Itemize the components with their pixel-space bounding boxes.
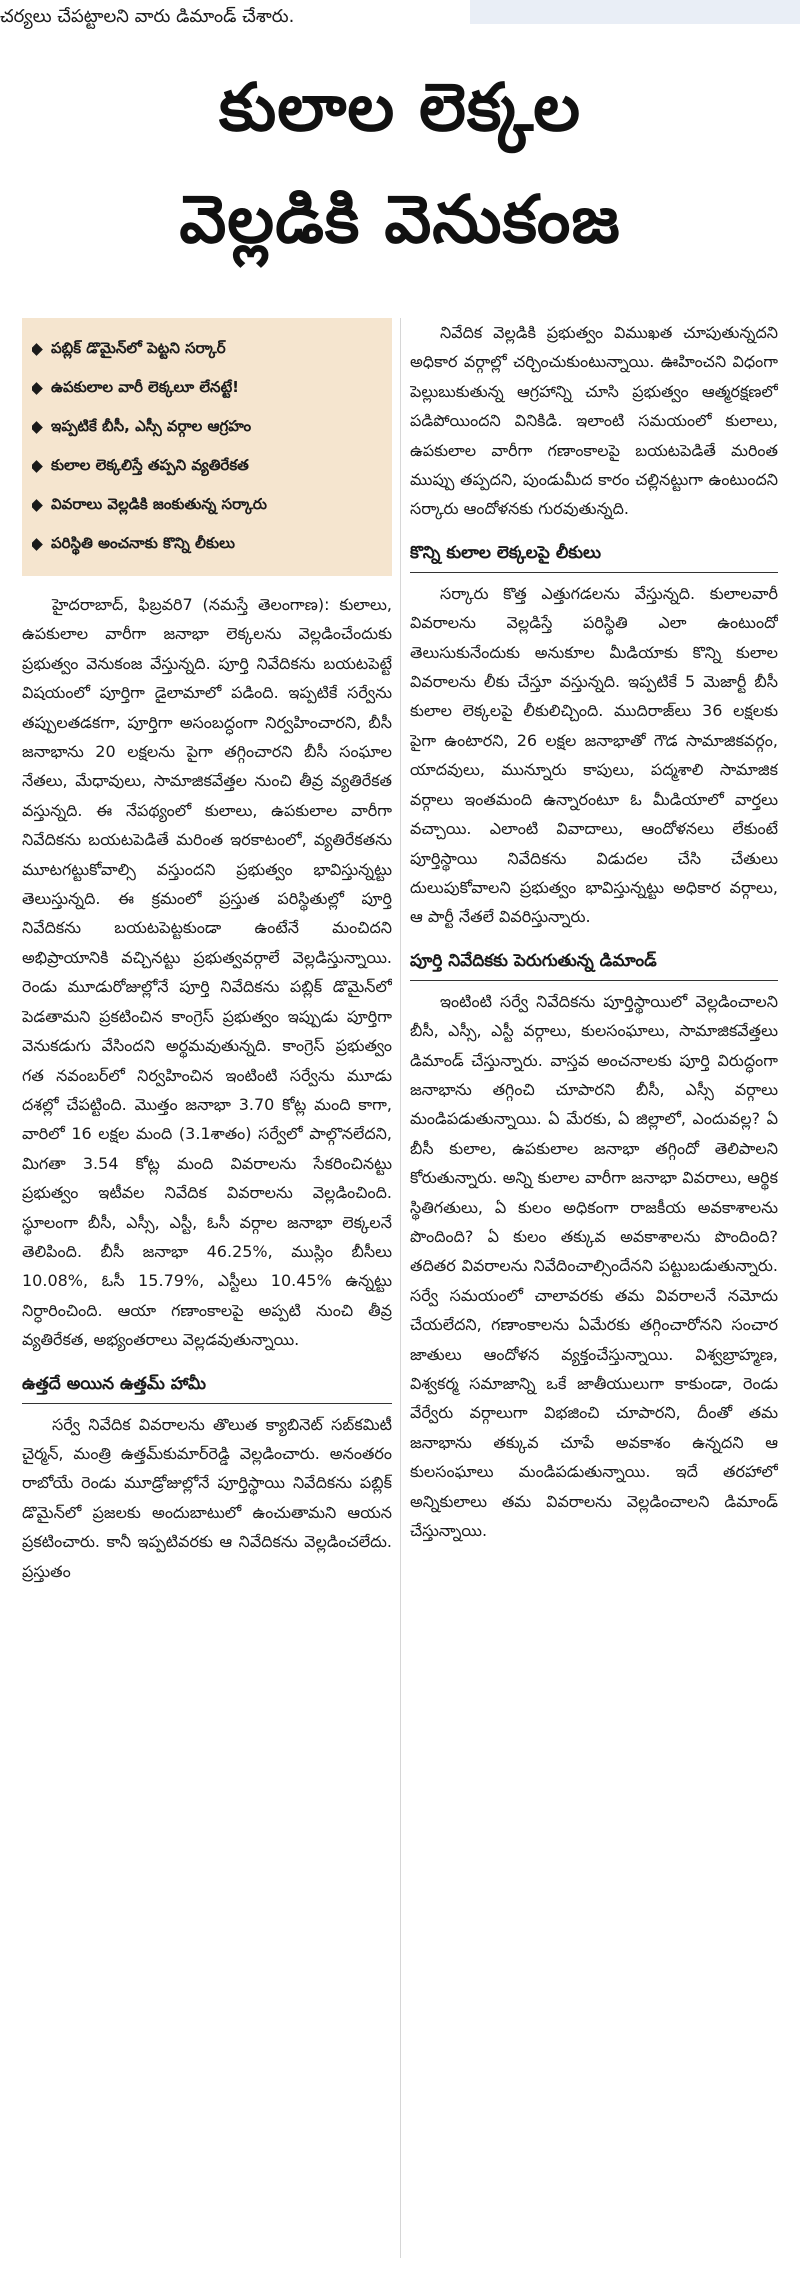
- highlight-item: వివరాలు వెల్లడికి జంకుతున్న సర్కారు: [32, 486, 382, 525]
- diamond-bullet-icon: [32, 538, 43, 551]
- body-paragraph: నివేదిక వెల్లడికి ప్రభుత్వం విముఖత చూపుతున్నదని అధికార వర్గాల్లో చర్చించుకుంటున్నాయి. ఊహించని విధంగా పెల్లుబుకుతున్న ఆగ్రహాన్ని చూసి ప్రభుత్వం ఆత్మరక్షణలో పడిపోయిందని వినికిడి. ఇలాంటి సమయంలో కులాలు, ఉపకులాల వారీగా గణాంకాలపై బయటపెడితే మరింత ముప్పు తప్పదని, పుండుమీద కారం చల్లినట్టుగా ఉంటుందని సర్కారు ఆందోళనకు గురవుతున్నది.: [410, 323, 778, 519]
- column-divider: [400, 318, 401, 2258]
- subheading: కొన్ని కులాల లెక్కలపై లీకులు: [410, 538, 778, 573]
- body-paragraph: సర్కారు కొత్త ఎత్తుగడలను వేస్తున్నది. కులాలవారీ వివరాలను వెల్లడిస్తే పరిస్థితి ఎలా ఉంటుందో తెలుసుకునేందుకు అనుకూల మీడియాకు కొన్ని కులాల వివరాలను లీకు చేస్తూ వస్తున్నది. ఇప్పటికే 5 మెజార్టీ బీసీ కులాల లెక్కలపై లీకులిచ్చింది. ముదిరాజ్‌లు 36 లక్షలకు పైగా ఉంటారని, 26 లక్షల జనాభాతో గౌడ సామాజికవర్గం, యాదవులు, మున్నూరు కాపులు, పద్మశాలి సామాజిక వర్గాలు ఇంతమంది ఉన్నారంటూ ఓ మీడియాలో వార్తలు వచ్చాయి. ఎలాంటి వివాదాలు, ఆందోళనలు లేకుంటే పూర్తిస్థాయి నివేదికను విడుదల చేసి చేతులు దులుపుకోవాలని ప్రభుత్వం భావిస్తున్నట్టు అధికార వర్గాలు, ఆ పార్టీ నేతలే వివరిస్తున్నారు.: [410, 583, 778, 927]
- highlights-box: [22, 318, 392, 576]
- headline-line-1: కులాల లెక్కల: [218, 69, 582, 146]
- body-paragraph: సర్వే నివేదిక వివరాలను తొలుత క్యాబినెట్ సబ్‌కమిటీ చైర్మన్, మంత్రి ఉత్తమ్‌కుమార్‌రెడ్డి వెల్లడించారు. అనంతరం రాబోయే రెండు మూడ్రోజుల్లోనే పూర్తిస్థాయి నివేదికను పబ్లిక్ డొమైన్‌లో ప్రజలకు అందుబాటులో ఉంచుతామని ఆయన ప్రకటించారు. కానీ ఇప్పటివరకు ఆ నివేదికను వెల్లడించలేదు. ప్రస్తుతం: [22, 1414, 392, 1581]
- subheading: ఉత్తదే అయిన ఉత్తమ్ హామీ: [22, 1369, 392, 1404]
- previous-article-snippet: చర్యలు చేపట్టాలని వారు డిమాండ్ చేశారు.: [0, 6, 295, 27]
- highlight-item: కులాల లెక్కలిస్తే తప్పని వ్యతిరేకత: [32, 447, 382, 486]
- headline-line-2: వెల్లడికి వెనుకంజ: [179, 181, 621, 258]
- highlight-item: ఇప్పటికే బీసీ, ఎస్సీ వర్గాల ఆగ్రహం: [32, 408, 382, 447]
- right-column: [410, 318, 778, 2263]
- subheading: పూర్తి నివేదికకు పెరుగుతున్న డిమాండ్: [410, 946, 778, 981]
- diamond-bullet-icon: [32, 460, 43, 473]
- diamond-bullet-icon: [32, 499, 43, 512]
- highlight-item: పబ్లిక్ డొమైన్‌లో పెట్టని సర్కార్: [32, 330, 382, 369]
- diamond-bullet-icon: [32, 421, 43, 434]
- diamond-bullet-icon: [32, 343, 43, 356]
- highlight-item: పరిస్థితి అంచనాకు కొన్ని లీకులు: [32, 525, 382, 564]
- body-paragraph: ఇంటింటి సర్వే నివేదికను పూర్తిస్థాయిలో వెల్లడించాలని బీసీ, ఎస్సీ, ఎస్టీ వర్గాలు, కులసంఘాలు, సామాజికవేత్తలు డిమాండ్ చేస్తున్నారు. వాస్తవ అంచనాలకు పూర్తి విరుద్ధంగా జనాభాను తగ్గించి చూపారని బీసీ, ఎస్సీ వర్గాలు మండిపడుతున్నాయి. ఏ మేరకు, ఏ జిల్లాలో, ఎందువల్ల? ఏ బీసీ కులాల, ఉపకులాల జనాభా తగ్గిందో తెలిపాలని కోరుతున్నారు. అన్ని కులాల వారీగా జనాభా వివరాలు, ఆర్థిక స్థితిగతులు, ఏ కులం అధికంగా రాజకీయ అవకాశాలను పొందింది? ఏ కులం తక్కువ అవకాశాలను పొందింది? తదితర వివరాలను నివేదించాల్సిందేనని పట్టుబడుతున్నారు. సర్వే సమయంలో చాలావరకు తమ వివరాలనే నమోదు చేయలేదని, గణాంకాలను ఏమేరకు తగ్గించారోనని సంచార జాతులు ఆందోళన వ్యక్తంచేస్తున్నాయి. విశ్వబ్రాహ్మణ, విశ్వకర్మ సమాజాన్ని ఒకే జాతీయులుగా కాకుండా, రెండు వేర్వేరు వర్గాలుగా విభజించి చూపారని, దీంతో తమ జనాభాను తక్కువ చూపే అవకాశం ఉన్నదని ఆ కులసంఘాలు మండిపడుతున్నాయి. ఇదే తరహాలో అన్నికులాలు తమ వివరాలను వెల్లడించాలని డిమాండ్ చేస్తున్నాయి.: [410, 991, 778, 1541]
- headline: [20, 52, 780, 292]
- highlight-item: ఉపకులాల వారీ లెక్కలూ లేనట్టే!: [32, 369, 382, 408]
- body-paragraph: హైదరాబాద్, ఫిబ్రవరి7 (నమస్తే తెలంగాణ): కులాలు, ఉపకులాల వారీగా జనాభా లెక్కలను వెల్లడించేందుకు ప్రభుత్వం వెనుకంజ వేస్తున్నది. పూర్తి నివేదికను బయటపెట్టే విషయంలో పూర్తిగా డైలామాలో పడింది. ఇప్పటికే సర్వేను తప్పులతడకగా, పూర్తిగా అసంబద్ధంగా నిర్వహించారని, బీసీ జనాభాను 20 లక్షలను పైగా తగ్గించారని బీసీ సంఘాల నేతలు, మేధావులు, సామాజికవేత్తల నుంచి తీవ్ర వ్యతిరేకత వస్తున్నది. ఈ నేపథ్యంలో కులాలు, ఉపకులాల వారీగా నివేదికను బయటపెడితే మరింత ఇరకాటంలో, వ్యతిరేకతను మూటగట్టుకోవాల్సి వస్తుందని ప్రభుత్వం భావిస్తున్నట్టు తెలుస్తున్నది. ఈ క్రమంలో ప్రస్తుత పరిస్థితుల్లో పూర్తి నివేదికను బయటపెట్టకుండా ఉంటేనే మంచిదని అభిప్రాయానికి వచ్చినట్టు ప్రభుత్వవర్గాలే వెల్లడిస్తున్నాయి. రెండు మూడురోజుల్లోనే పూర్తి నివేదికను పబ్లిక్ డొమైన్‌లో పెడతామని ప్రకటించిన కాంగ్రెస్ ప్రభుత్వం ఇప్పుడు పూర్తిగా వెనుకడుగు వేసిందని అర్థమవుతున్నది. కాంగ్రెస్ ప్రభుత్వం గత నవంబర్‌లో నిర్వహించిన ఇంటింటి సర్వేను మూడు దశల్లో చేపట్టింది. మొత్తం జనాభా 3.70 కోట్ల మంది కాగా, వారిలో 16 లక్షల మంది (3.1శాతం) సర్వేలో పాల్గొనలేదని, మిగతా 3.54 కోట్ల మంది వివరాలను సేకరించినట్టు ప్రభుత్వం ఇటీవల నివేదిక వివరాలను వెల్లడించింది. స్థూలంగా బీసీ, ఎస్సీ, ఎస్టీ, ఓసీ వర్గాల జనాభా లెక్కలనే తెలిపింది. బీసీ జనాభా 46.25%, ముస్లిం బీసీలు 10.08%, ఓసీ 15.79%, ఎస్టీలు 10.45% ఉన్నట్టు నిర్ధారించింది. ఆయా గణాంకాలపై అప్పటి నుంచి తీవ్ర వ్యతిరేకత, అభ్యంతరాలు వెల్లడవుతున్నాయి.: [22, 595, 392, 1350]
- adjacent-column-box: [470, 0, 800, 24]
- left-column: [22, 590, 392, 2260]
- diamond-bullet-icon: [32, 382, 43, 395]
